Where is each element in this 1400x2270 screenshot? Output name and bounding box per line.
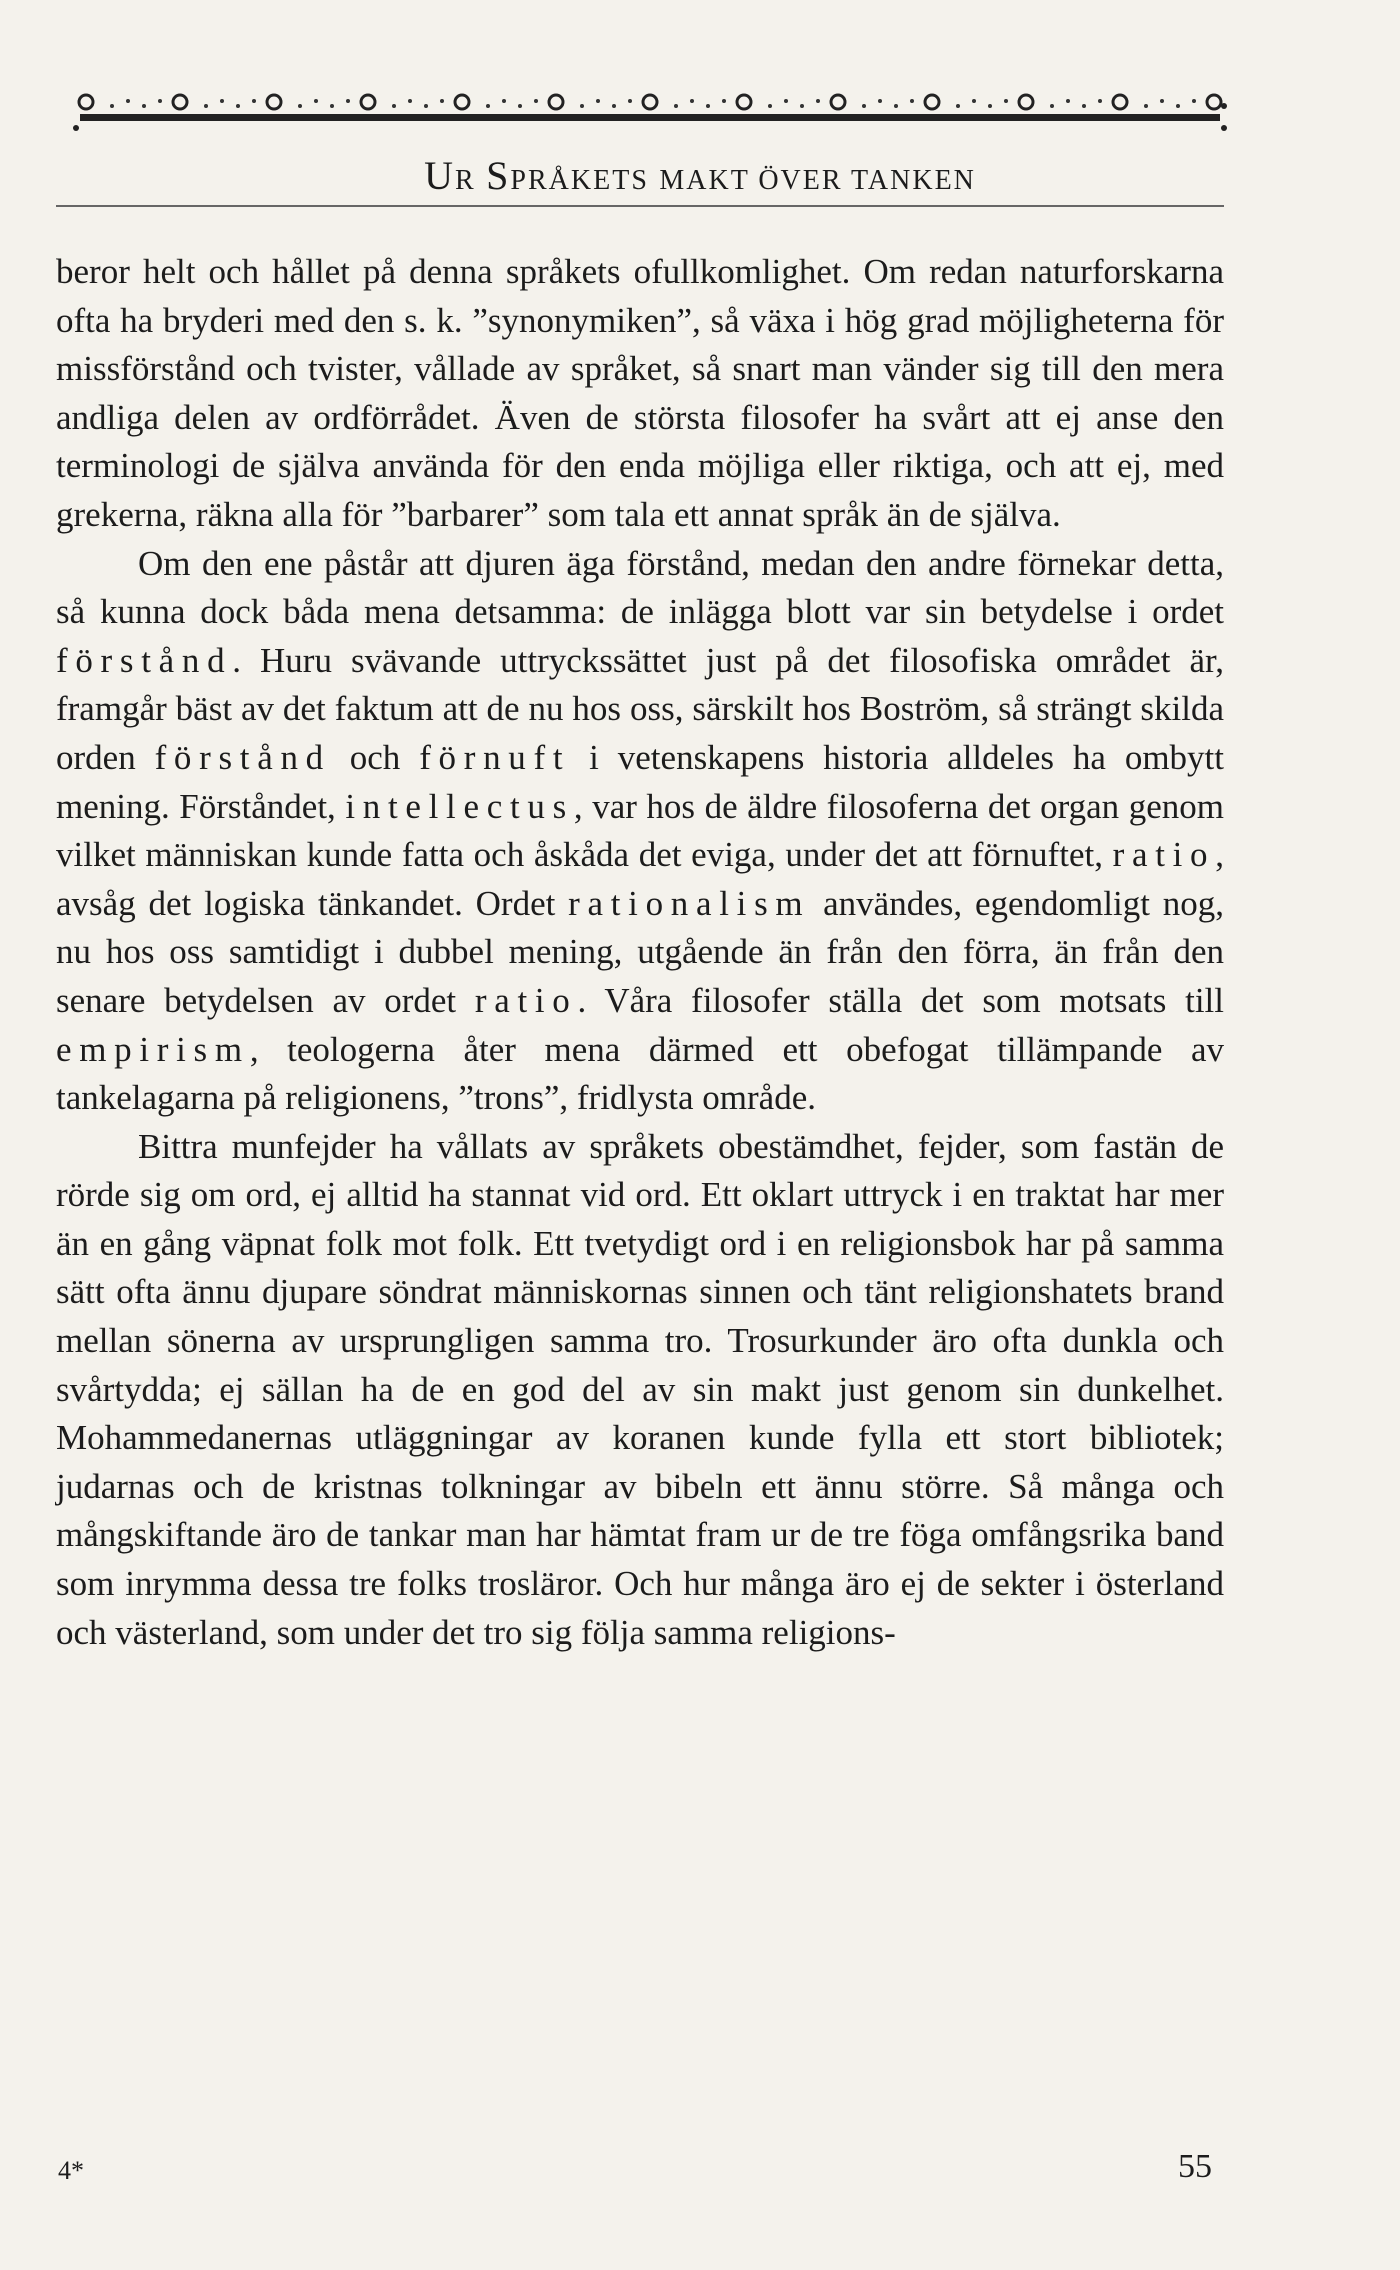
ornament-dot bbox=[392, 104, 396, 108]
paragraph-3 bbox=[56, 1123, 1224, 1658]
ornament-dot bbox=[252, 99, 256, 103]
emphasized-word: ratio bbox=[1112, 835, 1216, 875]
ornament-dot bbox=[1192, 99, 1196, 103]
text-run: och bbox=[330, 737, 420, 777]
text-run: . Våra filosofer ställa det som motsats till bbox=[577, 980, 1224, 1020]
ornament-dot bbox=[690, 99, 694, 103]
ornament-band bbox=[80, 114, 1220, 121]
emphasized-word: intellectus bbox=[345, 786, 574, 826]
ornament-ring bbox=[831, 95, 845, 109]
text-run: i vetenskapens historia alldeles ha ombytt mening. Förståndet, bbox=[56, 737, 1224, 826]
ornament-dot bbox=[424, 104, 428, 108]
ornament-dot bbox=[910, 99, 914, 103]
ornament-dot bbox=[862, 104, 866, 108]
running-head-rest-1: R bbox=[454, 165, 476, 196]
ornament-dot bbox=[73, 125, 79, 131]
ornament-dot bbox=[1176, 104, 1180, 108]
ornament-dot bbox=[674, 104, 678, 108]
ornament-dot bbox=[298, 104, 302, 108]
ornament-dot bbox=[612, 104, 616, 108]
ornament-dot bbox=[314, 99, 318, 103]
text-run: . Huru svävande uttryckssättet just på det filosofiska området är, framgår bäst av det faktum att de nu hos oss, särskilt hos Boström, så strängt skilda orden bbox=[56, 640, 1224, 777]
running-head-cap-2: S bbox=[486, 153, 511, 198]
ornament-dot bbox=[346, 99, 350, 103]
ornament-dot bbox=[440, 99, 444, 103]
ornament-dot bbox=[596, 99, 600, 103]
ornament-dot bbox=[1066, 99, 1070, 103]
ornament-dot bbox=[204, 104, 208, 108]
ornament-dot bbox=[956, 104, 960, 108]
ornament-dot bbox=[1160, 99, 1164, 103]
ornament-dot bbox=[502, 99, 506, 103]
ornament-dot bbox=[518, 104, 522, 108]
ornament-dot bbox=[408, 99, 412, 103]
ornament-dot bbox=[1050, 104, 1054, 108]
text-run: Bittra munfejder ha vållats av språkets obestämdhet, fejder, som fastän de rörde sig om ord, ej alltid ha stannat vid ord. Ett oklart uttryck i en traktat har mer än en gång väpnat folk mot folk. Ett tvetydigt ord i en religionsbok har på samma sätt ofta ännu djupare söndrat människornas sinnen och tänt religionshatets brand mellan sönerna av ursprungligen samma tro. Trosurkunder äro ofta dunkla och svårtydda; ej sällan ha de en god del av sin makt just genom sin dunkelhet. Mohammedanernas utläggningar av koranen kunde fylla ett stort bibliotek; judarnas och de kristnas tolkningar av bibeln ett ännu större. Så många och mångskiftande äro de tankar man har hämtat fram ur de tre föga omfångsrika band som inrymma dessa tre folks trosläror. Och hur många äro ej de sekter i österland och västerland, som under det tro sig följa samma religions- bbox=[56, 1126, 1224, 1652]
ornament-dot bbox=[1004, 99, 1008, 103]
paragraph-2 bbox=[56, 540, 1224, 1123]
emphasized-word: empirism bbox=[56, 1029, 250, 1069]
ornament-ring bbox=[737, 95, 751, 109]
ornament-dot bbox=[768, 104, 772, 108]
emphasized-word: ratio bbox=[474, 980, 578, 1020]
ornament-ring bbox=[173, 95, 187, 109]
header-rule bbox=[56, 205, 1224, 207]
ornament-dot bbox=[486, 104, 490, 108]
ornament-dot bbox=[1098, 99, 1102, 103]
ornament-ring bbox=[1207, 95, 1221, 109]
ornament-dot bbox=[158, 99, 162, 103]
ornament-dot bbox=[784, 99, 788, 103]
text-run: användes, egendomligt nog, nu hos oss samtidigt i dubbel mening, utgående än från den förra, än från den senare betydelsen av ordet bbox=[56, 883, 1224, 1020]
ornament-dot bbox=[722, 99, 726, 103]
emphasized-word: förstånd bbox=[154, 737, 331, 777]
running-head-rest-2: PRÅKETS bbox=[510, 165, 649, 196]
signature-mark: 4* bbox=[58, 2156, 84, 2185]
ornament-dot bbox=[142, 104, 146, 108]
ornament-dot bbox=[816, 99, 820, 103]
running-head bbox=[0, 152, 1400, 199]
ornament-dot bbox=[330, 104, 334, 108]
ornament-dot bbox=[220, 99, 224, 103]
ornament-dot bbox=[878, 99, 882, 103]
emphasized-word: förnuft bbox=[419, 737, 571, 777]
ornament-dot bbox=[628, 99, 632, 103]
page-number: 55 bbox=[1178, 2148, 1212, 2185]
ornament-dot bbox=[236, 104, 240, 108]
ornament-dot bbox=[110, 104, 114, 108]
ornament-ring bbox=[1113, 95, 1127, 109]
ornament-dot bbox=[1144, 104, 1148, 108]
text-run: , avsåg det logiska tänkandet. Ordet bbox=[56, 835, 1224, 923]
text-run: beror helt och hållet på denna språkets ofullkomlighet. Om redan naturforskarna ofta ha bryderi med den s. k. ”synonymiken”, så växa i hög grad möjligheterna för missförstånd och tvister, vållade av språket, så snart man vänder sig till den mera andliga delen av ordförrådet. Även de största filosofer ha svårt att ej anse den terminologi de själva använda för den enda möjliga eller riktiga, och att ej, med grekerna, räkna alla för ”barbarer” som tala ett annat språk än de själva. bbox=[56, 252, 1224, 534]
text-run: Om den ene påstår att djuren äga förstånd, medan den andre förnekar detta, så kunna dock båda mena detsamma: de inlägga blott var sin betydelse i ordet bbox=[56, 543, 1224, 632]
ornament-ring bbox=[267, 95, 281, 109]
ornament-ring bbox=[79, 95, 93, 109]
ornament-dot bbox=[534, 99, 538, 103]
ornament-ring bbox=[361, 95, 375, 109]
paragraph-1 bbox=[56, 248, 1224, 540]
ornament-dot bbox=[126, 99, 130, 103]
ornament-ring bbox=[549, 95, 563, 109]
text-run: , var hos de äldre filosoferna det organ genom vilket människan kunde fatta och åskåda det eviga, under det att förnuftet, bbox=[56, 786, 1224, 875]
ornament-ring bbox=[1019, 95, 1033, 109]
text-run: , teologerna åter mena därmed ett obefogat tillämpande av tankelagarna på religionens, ”trons”, fridlysta område. bbox=[56, 1029, 1224, 1118]
ornament-dot bbox=[706, 104, 710, 108]
emphasized-word: rationalism bbox=[568, 883, 811, 923]
decorative-header-border bbox=[72, 84, 1232, 140]
running-head-cap-1: U bbox=[424, 153, 455, 198]
emphasized-word: förstånd bbox=[56, 640, 233, 680]
ornament-dot bbox=[972, 99, 976, 103]
ornament-dot bbox=[800, 104, 804, 108]
ornament-dot bbox=[1082, 104, 1086, 108]
ornament-dot bbox=[1221, 125, 1227, 131]
ornament-ring bbox=[643, 95, 657, 109]
body-text bbox=[56, 248, 1224, 1657]
ornament-dot bbox=[894, 104, 898, 108]
ornament-dot bbox=[580, 104, 584, 108]
ornament-dot bbox=[988, 104, 992, 108]
ornament-dot bbox=[1221, 103, 1227, 109]
ornament-ring bbox=[455, 95, 469, 109]
ornament-ring bbox=[925, 95, 939, 109]
running-head-small-words: MAKT ÖVER TANKEN bbox=[659, 165, 976, 196]
